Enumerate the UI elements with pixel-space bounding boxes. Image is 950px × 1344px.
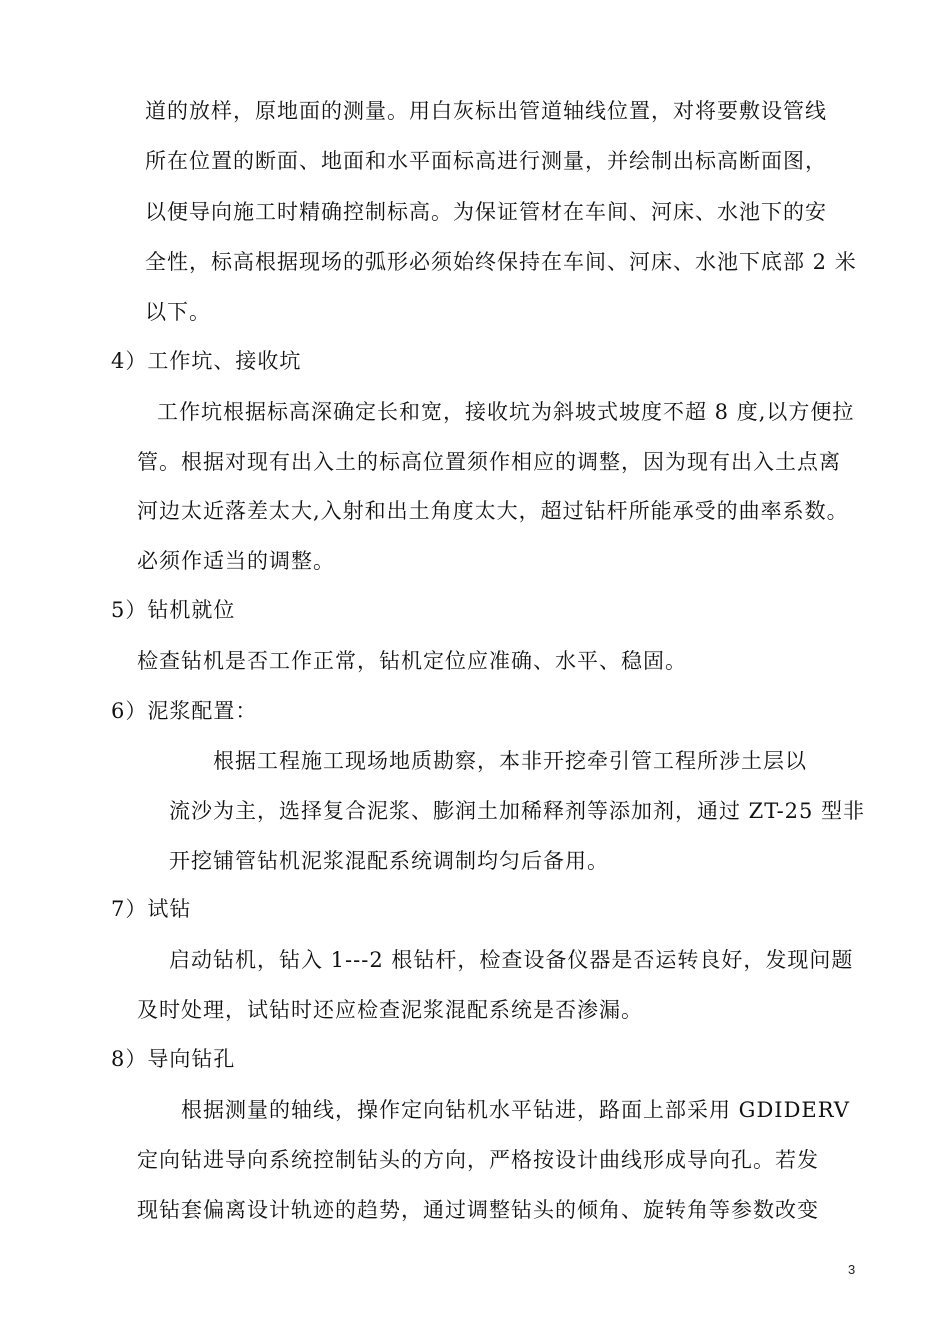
section-heading-6: 6）泥浆配置：: [111, 699, 258, 723]
section-heading-5: 5）钻机就位: [111, 598, 236, 622]
body-line: 管。根据对现有出入土的标高位置须作相应的调整，因为现有出入土点离: [137, 450, 841, 474]
body-line: 以下。: [145, 300, 211, 324]
body-line: 所在位置的断面、地面和水平面标高进行测量，并绘制出标高断面图，: [145, 149, 827, 173]
body-line: 开挖铺管钻机泥浆混配系统调制均匀后备用。: [169, 849, 609, 873]
body-line: 现钻套偏离设计轨迹的趋势，通过调整钻头的倾角、旋转角等参数改变: [137, 1198, 819, 1222]
body-line: 根据测量的轴线，操作定向钻机水平钻进，路面上部采用 GDIDERV: [181, 1098, 850, 1122]
body-line: 道的放样，原地面的测量。用白灰标出管道轴线位置，对将要敷设管线: [145, 99, 827, 123]
body-line: 启动钻机，钻入 1---2 根钻杆，检查设备仪器是否运转良好，发现问题: [169, 948, 854, 972]
body-line: 全性，标高根据现场的弧形必须始终保持在车间、河床、水池下底部 2 米: [145, 250, 857, 274]
section-heading-4: 4）工作坑、接收坑: [111, 349, 302, 373]
section-heading-8: 8）导向钻孔: [111, 1047, 236, 1071]
body-line: 检查钻机是否工作正常，钻机定位应准确、水平、稳固。: [137, 649, 687, 673]
page-number: 3: [848, 1262, 856, 1277]
body-line: 及时处理，试钻时还应检查泥浆混配系统是否渗漏。: [137, 998, 643, 1022]
body-line: 流沙为主，选择复合泥浆、膨润土加稀释剂等添加剂，通过 ZT-25 型非: [169, 799, 866, 823]
body-line: 定向钻进导向系统控制钻头的方向，严格按设计曲线形成导向孔。若发: [137, 1148, 819, 1172]
body-line: 根据工程施工现场地质勘察，本非开挖牵引管工程所涉土层以: [213, 749, 807, 773]
body-line: 河边太近落差太大,入射和出土角度太大，超过钻杆所能承受的曲率系数。: [137, 499, 849, 523]
body-line: 必须作适当的调整。: [137, 549, 335, 573]
body-line: 工作坑根据标高深确定长和宽，接收坑为斜坡式坡度不超 8 度,以方便拉: [157, 400, 855, 424]
body-line: 以便导向施工时精确控制标高。为保证管材在车间、河床、水池下的安: [145, 200, 827, 224]
section-heading-7: 7）试钻: [111, 897, 192, 921]
